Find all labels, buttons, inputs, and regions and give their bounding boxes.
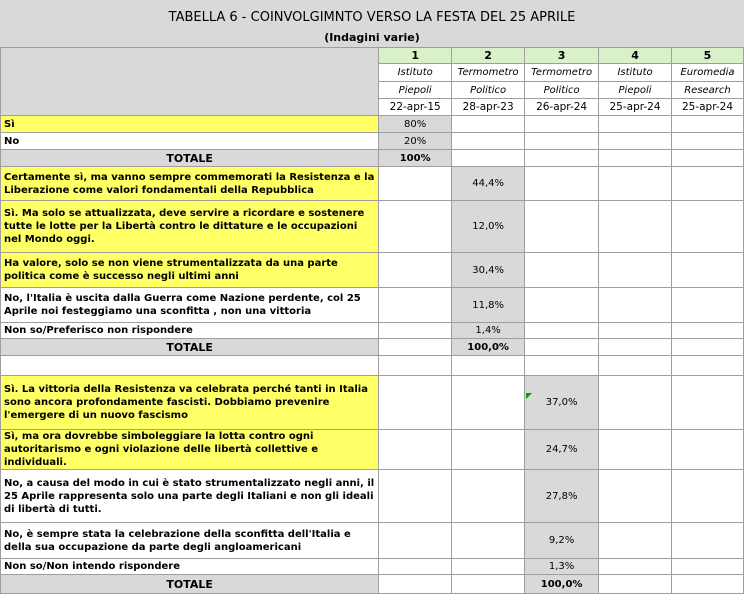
answer-label: Non so/Preferisco non rispondere xyxy=(1,323,379,339)
total-value: 100% xyxy=(379,150,452,167)
answer-value: 20% xyxy=(379,133,452,150)
answer-label: Sì xyxy=(1,116,379,133)
answer-value: 27,8% xyxy=(525,470,599,523)
answer-label: No xyxy=(1,133,379,150)
col-3-date: 26-apr-24 xyxy=(525,99,599,116)
cell-comment-marker xyxy=(526,393,532,399)
answer-label: No, a causa del modo in cui è stato strumentalizzato negli anni, il 25 Aprile rappresenta solo una parte degli Italiani e non gli ideali di libertà di tutti. xyxy=(1,470,379,523)
survey-table xyxy=(0,47,744,594)
answer-value: 12,0% xyxy=(452,201,525,253)
col-2-source: Termometro xyxy=(452,64,525,82)
answer-value: 44,4% xyxy=(452,167,525,201)
answer-label: Sì, ma ora dovrebbe simboleggiare la lotta contro ogni autoritarismo e ogni violazione delle libertà collettive e individuali. xyxy=(1,430,379,470)
total-label: TOTALE xyxy=(1,339,379,356)
col-1-source: Istituto xyxy=(379,64,452,82)
col-1-number: 1 xyxy=(379,48,452,64)
col-3-source: Termometro xyxy=(525,64,599,82)
answer-value: 1,3% xyxy=(525,559,599,575)
answer-value: 24,7% xyxy=(525,430,599,470)
answer-value: 30,4% xyxy=(452,253,525,288)
col-2-number: 2 xyxy=(452,48,525,64)
col-4-date: 25-apr-24 xyxy=(599,99,672,116)
total-label: TOTALE xyxy=(1,150,379,167)
col-5-source: Euromedia xyxy=(671,64,743,82)
answer-value: 11,8% xyxy=(452,288,525,323)
col-5-source-2: Research xyxy=(671,82,743,99)
col-4-number: 4 xyxy=(599,48,672,64)
col-1-date: 22-apr-15 xyxy=(379,99,452,116)
answer-label: Ha valore, solo se non viene strumentalizzata da una parte politica come è successo negli ultimi anni xyxy=(1,253,379,288)
col-2-source-2: Politico xyxy=(452,82,525,99)
table-subtitle: (Indagini varie) xyxy=(324,31,420,44)
table-title: TABELLA 6 - COINVOLGIMNTO VERSO LA FESTA DEL 25 APRILE xyxy=(168,10,576,25)
total-label: TOTALE xyxy=(1,575,379,594)
header-corner xyxy=(1,48,379,116)
col-4-source-2: Piepoli xyxy=(599,82,672,99)
answer-value: 37,0% xyxy=(525,376,599,430)
answer-label: Non so/Non intendo rispondere xyxy=(1,559,379,575)
col-2-date: 28-apr-23 xyxy=(452,99,525,116)
col-4-source: Istituto xyxy=(599,64,672,82)
total-value: 100,0% xyxy=(452,339,525,356)
answer-label: Certamente sì, ma vanno sempre commemorati la Resistenza e la Liberazione come valori fondamentali della Repubblica xyxy=(1,167,379,201)
col-3-source-2: Politico xyxy=(525,82,599,99)
answer-label: No, è sempre stata la celebrazione della sconfitta dell'Italia e della sua occupazione da parte degli angloamericani xyxy=(1,523,379,559)
col-3-number: 3 xyxy=(525,48,599,64)
total-value: 100,0% xyxy=(525,575,599,594)
col-5-date: 25-apr-24 xyxy=(671,99,743,116)
answer-label: Sì. Ma solo se attualizzata, deve servire a ricordare e sostenere tutte le lotte per la Libertà contro le dittature e le occupazioni nel Mondo oggi. xyxy=(1,201,379,253)
answer-value: 9,2% xyxy=(525,523,599,559)
answer-value: 80% xyxy=(379,116,452,133)
col-1-source-2: Piepoli xyxy=(379,82,452,99)
col-5-number: 5 xyxy=(671,48,743,64)
answer-value: 1,4% xyxy=(452,323,525,339)
answer-label: No, l'Italia è uscita dalla Guerra come Nazione perdente, col 25 Aprile noi festeggiamo una sconfitta , non una vittoria xyxy=(1,288,379,323)
answer-label: Sì. La vittoria della Resistenza va celebrata perché tanti in Italia sono ancora profondamente fascisti. Dobbiamo prevenire l'emergere di un nuovo fascismo xyxy=(1,376,379,430)
